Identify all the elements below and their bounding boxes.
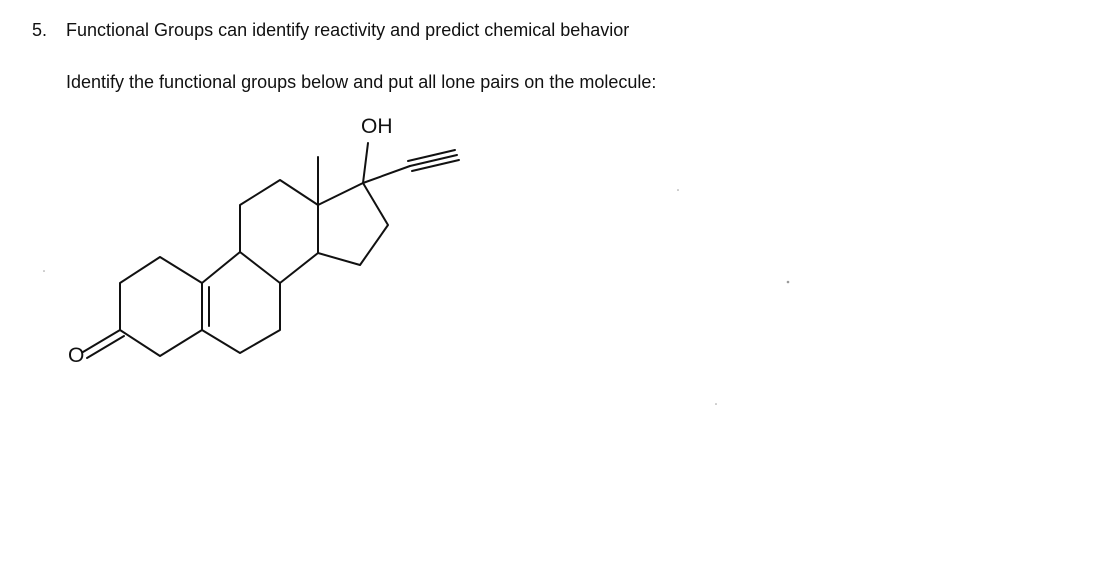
hydroxyl-bond <box>363 143 368 183</box>
ethynyl-single-bond <box>363 166 410 183</box>
question-number: 5. <box>32 20 48 40</box>
triple-bond-line-2 <box>410 155 457 166</box>
triple-bond-line-3 <box>412 160 459 171</box>
scan-speck <box>677 189 679 191</box>
triple-bond-line-1 <box>408 150 455 161</box>
scan-speck <box>787 281 790 284</box>
hydroxyl-label: OH <box>361 115 393 138</box>
ring-d-bonds <box>318 183 388 265</box>
scan-speck <box>715 403 717 405</box>
ring-b-bonds <box>202 252 280 353</box>
ring-a-bonds <box>120 257 202 356</box>
question-title: Functional Groups can identify reactivity and predict chemical behavior <box>66 20 630 40</box>
scan-speck <box>43 270 45 272</box>
question-instruction: Identify the functional groups below and put all lone pairs on the molecule: <box>66 72 657 92</box>
carbonyl-oxygen-label: O <box>68 344 85 367</box>
ring-c-bonds <box>240 180 318 283</box>
